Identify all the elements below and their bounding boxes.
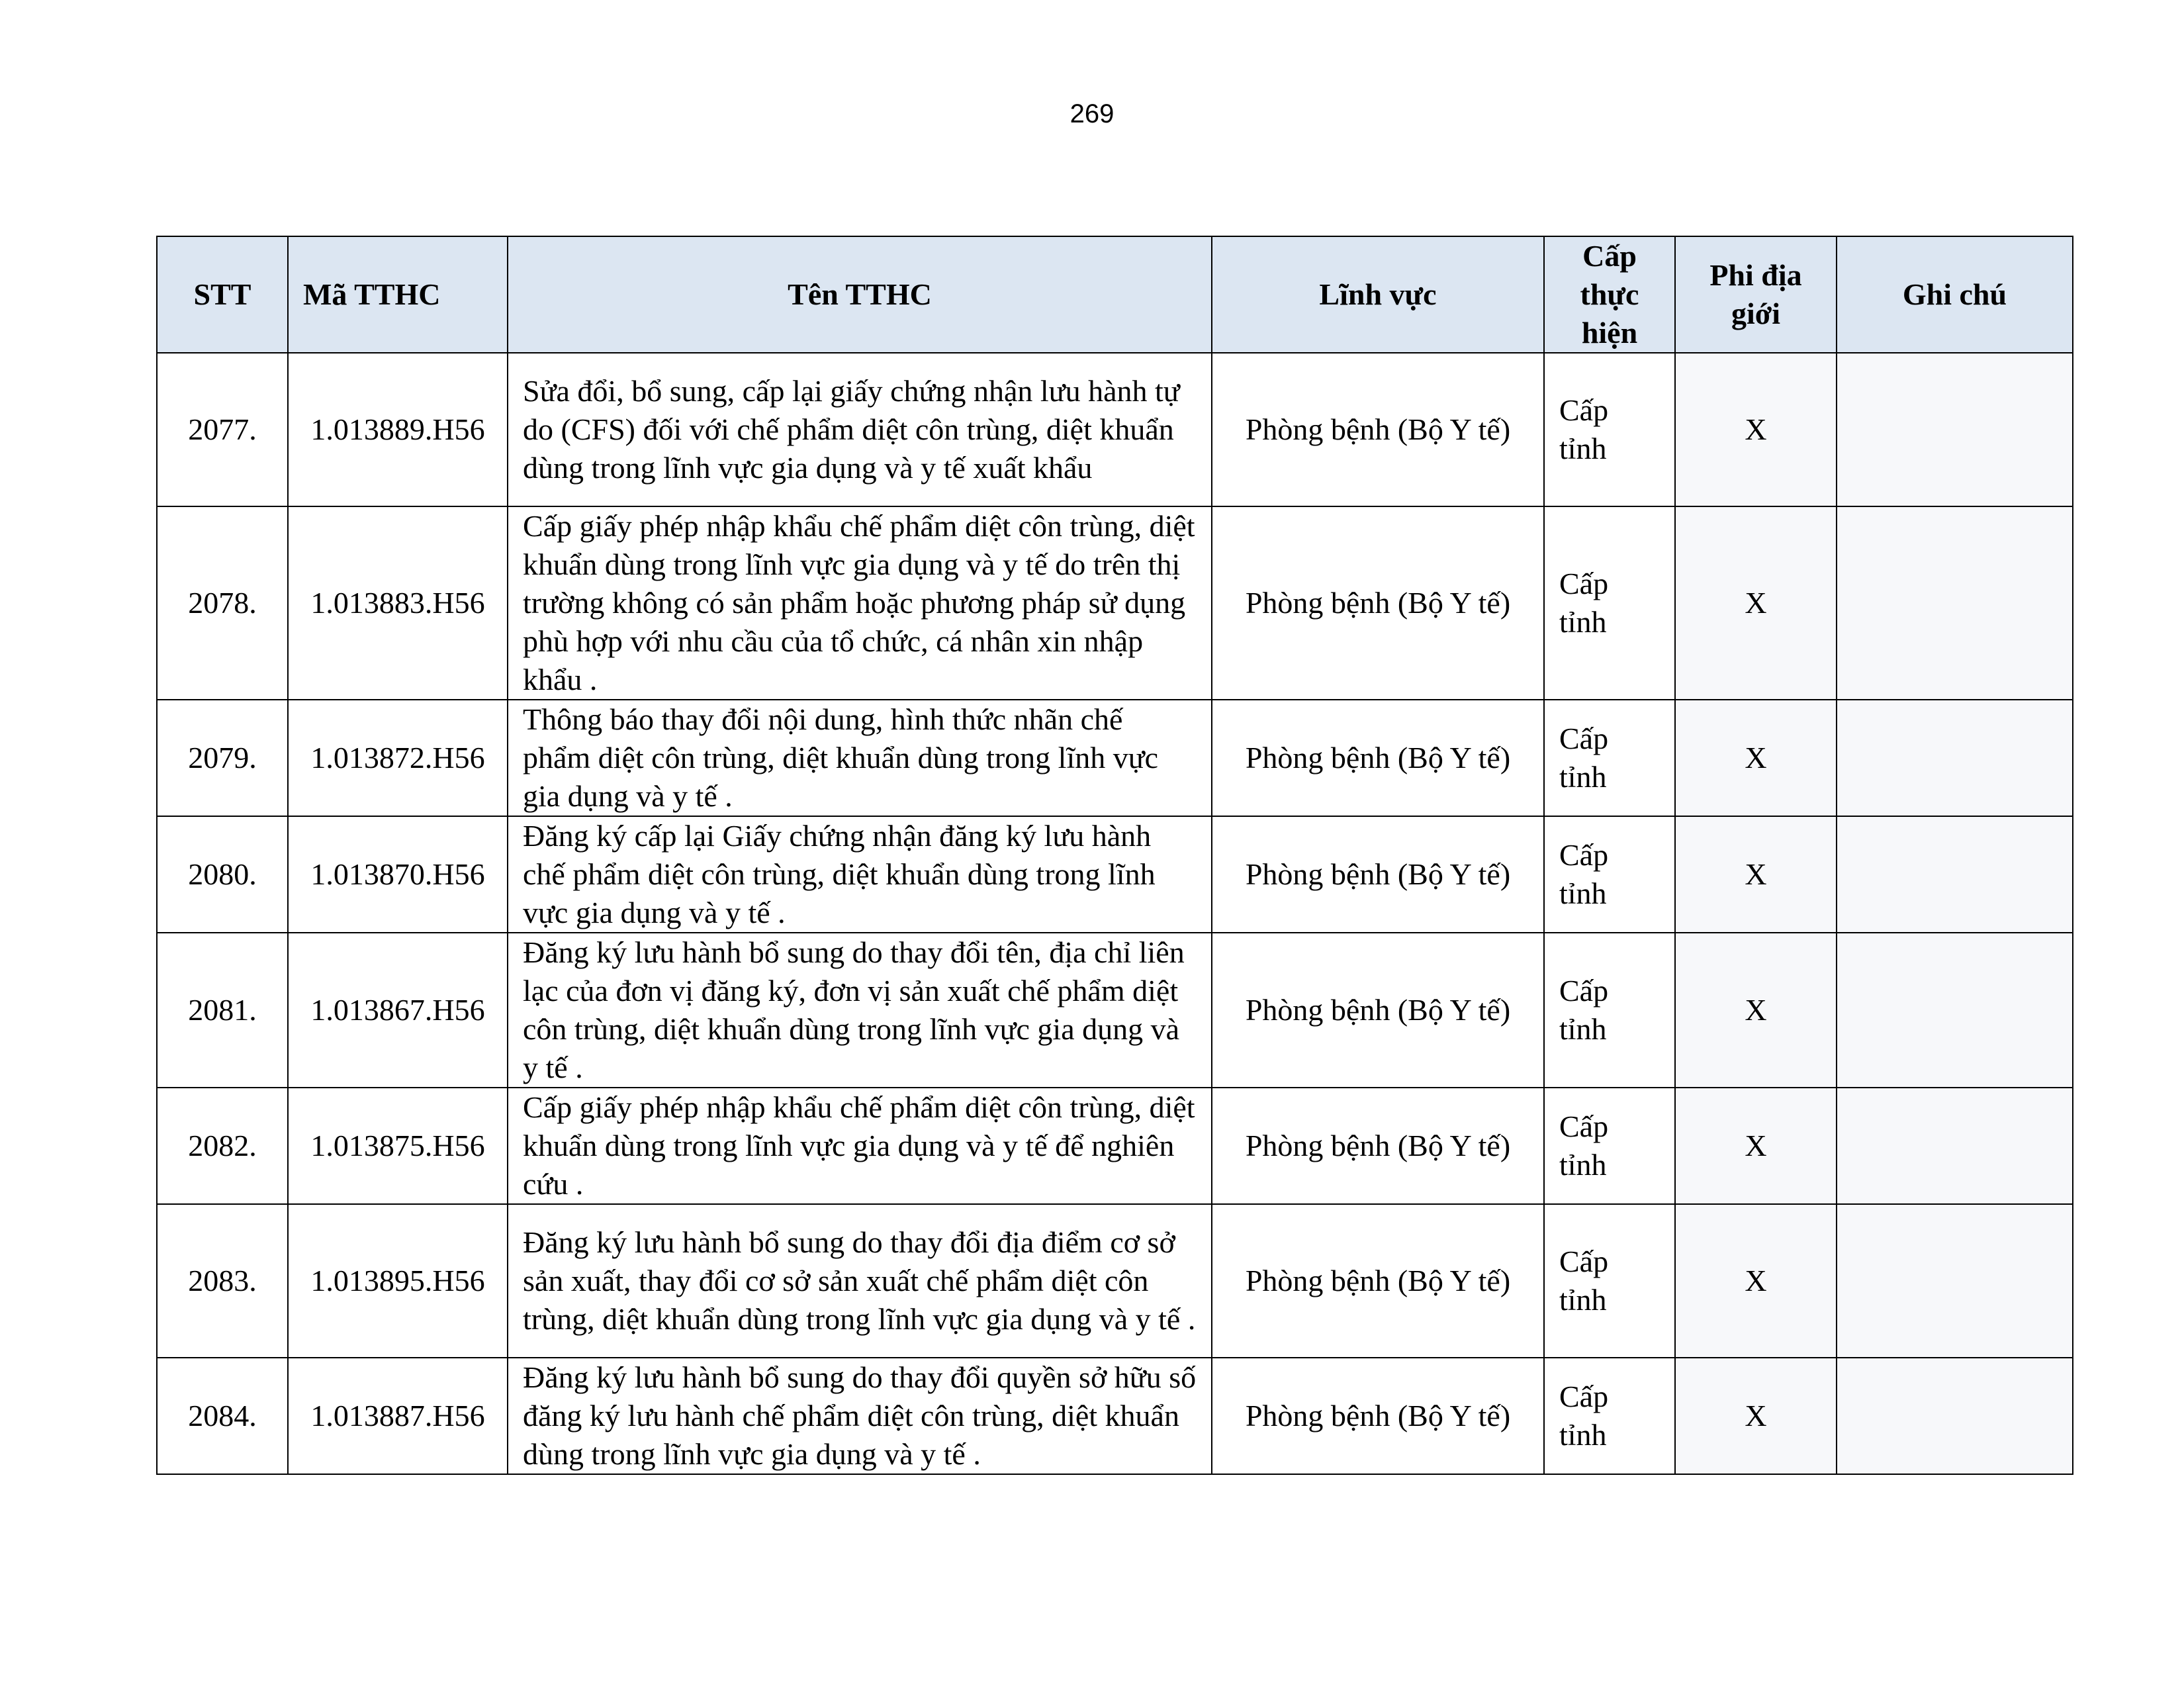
cell-ghi-chu [1837,1358,2073,1474]
table-row [157,700,2073,816]
cell-phi-dia-gioi: X [1675,353,1837,506]
header-ten-tthc: Tên TTHC [508,236,1212,353]
cell-ten-tthc: Cấp giấy phép nhập khẩu chế phẩm diệt côn trùng, diệt khuẩn dùng trong lĩnh vực gia dụng và y tế do trên thị trường không có sản phẩm hoặc phương pháp sử dụng phù hợp với nhu cầu của tổ chức, cá nhân xin nhập khẩu . [508,506,1212,700]
table-row [157,506,2073,700]
cell-ma-tthc: 1.013883.H56 [288,506,508,700]
cell-ghi-chu [1837,1088,2073,1204]
cell-ma-tthc: 1.013872.H56 [288,700,508,816]
cell-cap-thuc-hien: Cấp tỉnh [1544,506,1675,700]
table-row [157,933,2073,1088]
cell-ma-tthc: 1.013895.H56 [288,1204,508,1358]
cell-linh-vuc: Phòng bệnh (Bộ Y tế) [1212,1204,1544,1358]
cell-ma-tthc: 1.013870.H56 [288,816,508,933]
cell-ma-tthc: 1.013875.H56 [288,1088,508,1204]
cell-ghi-chu [1837,506,2073,700]
cell-ten-tthc: Đăng ký lưu hành bổ sung do thay đổi địa điểm cơ sở sản xuất, thay đổi cơ sở sản xuất chế phẩm diệt côn trùng, diệt khuẩn dùng trong lĩnh vực gia dụng và y tế . [508,1204,1212,1358]
cell-cap-thuc-hien: Cấp tỉnh [1544,1358,1675,1474]
cell-ten-tthc: Đăng ký cấp lại Giấy chứng nhận đăng ký lưu hành chế phẩm diệt côn trùng, diệt khuẩn dùng trong lĩnh vực gia dụng và y tế . [508,816,1212,933]
cell-phi-dia-gioi: X [1675,933,1837,1088]
header-ma-tthc: Mã TTHC [288,236,508,353]
cell-phi-dia-gioi: X [1675,1088,1837,1204]
table-row [157,353,2073,506]
cell-ghi-chu [1837,353,2073,506]
cell-stt: 2077. [157,353,288,506]
table-body [157,353,2073,1474]
cell-ghi-chu [1837,700,2073,816]
cell-cap-thuc-hien: Cấp tỉnh [1544,816,1675,933]
procedures-table [156,236,2073,1475]
cell-ten-tthc: Đăng ký lưu hành bổ sung do thay đổi quyền sở hữu số đăng ký lưu hành chế phẩm diệt côn trùng, diệt khuẩn dùng trong lĩnh vực gia dụng và y tế . [508,1358,1212,1474]
cell-stt: 2084. [157,1358,288,1474]
header-phi-dia-gioi: Phi địa giới [1675,236,1837,353]
table-row [157,1204,2073,1358]
cell-cap-thuc-hien: Cấp tỉnh [1544,933,1675,1088]
cell-ten-tthc: Sửa đổi, bổ sung, cấp lại giấy chứng nhận lưu hành tự do (CFS) đối với chế phẩm diệt côn trùng, diệt khuẩn dùng trong lĩnh vực gia dụng và y tế xuất khẩu [508,353,1212,506]
cell-stt: 2080. [157,816,288,933]
cell-stt: 2081. [157,933,288,1088]
cell-linh-vuc: Phòng bệnh (Bộ Y tế) [1212,700,1544,816]
header-stt: STT [157,236,288,353]
cell-phi-dia-gioi: X [1675,1358,1837,1474]
cell-stt: 2083. [157,1204,288,1358]
cell-stt: 2079. [157,700,288,816]
header-linh-vuc: Lĩnh vực [1212,236,1544,353]
cell-ghi-chu [1837,816,2073,933]
cell-linh-vuc: Phòng bệnh (Bộ Y tế) [1212,1088,1544,1204]
cell-ten-tthc: Đăng ký lưu hành bổ sung do thay đổi tên, địa chỉ liên lạc của đơn vị đăng ký, đơn vị sản xuất chế phẩm diệt côn trùng, diệt khuẩn dùng trong lĩnh vực gia dụng và y tế . [508,933,1212,1088]
cell-linh-vuc: Phòng bệnh (Bộ Y tế) [1212,933,1544,1088]
cell-phi-dia-gioi: X [1675,816,1837,933]
cell-ma-tthc: 1.013889.H56 [288,353,508,506]
cell-phi-dia-gioi: X [1675,700,1837,816]
table-row [157,816,2073,933]
cell-ma-tthc: 1.013887.H56 [288,1358,508,1474]
cell-cap-thuc-hien: Cấp tỉnh [1544,1088,1675,1204]
cell-stt: 2082. [157,1088,288,1204]
cell-ma-tthc: 1.013867.H56 [288,933,508,1088]
cell-linh-vuc: Phòng bệnh (Bộ Y tế) [1212,506,1544,700]
cell-linh-vuc: Phòng bệnh (Bộ Y tế) [1212,1358,1544,1474]
cell-ghi-chu [1837,1204,2073,1358]
cell-ghi-chu [1837,933,2073,1088]
cell-ten-tthc: Thông báo thay đổi nội dung, hình thức nhãn chế phẩm diệt côn trùng, diệt khuẩn dùng trong lĩnh vực gia dụng và y tế . [508,700,1212,816]
table-row [157,1088,2073,1204]
header-ghi-chu: Ghi chú [1837,236,2073,353]
cell-cap-thuc-hien: Cấp tỉnh [1544,700,1675,816]
cell-linh-vuc: Phòng bệnh (Bộ Y tế) [1212,353,1544,506]
header-cap-thuc-hien: Cấp thực hiện [1544,236,1675,353]
table-row [157,1358,2073,1474]
cell-stt: 2078. [157,506,288,700]
header-row [157,236,2073,353]
cell-cap-thuc-hien: Cấp tỉnh [1544,1204,1675,1358]
cell-linh-vuc: Phòng bệnh (Bộ Y tế) [1212,816,1544,933]
cell-ten-tthc: Cấp giấy phép nhập khẩu chế phẩm diệt côn trùng, diệt khuẩn dùng trong lĩnh vực gia dụng và y tế để nghiên cứu . [508,1088,1212,1204]
page-number: 269 [1069,99,1115,128]
table-header [157,236,2073,353]
cell-phi-dia-gioi: X [1675,1204,1837,1358]
cell-cap-thuc-hien: Cấp tỉnh [1544,353,1675,506]
cell-phi-dia-gioi: X [1675,506,1837,700]
